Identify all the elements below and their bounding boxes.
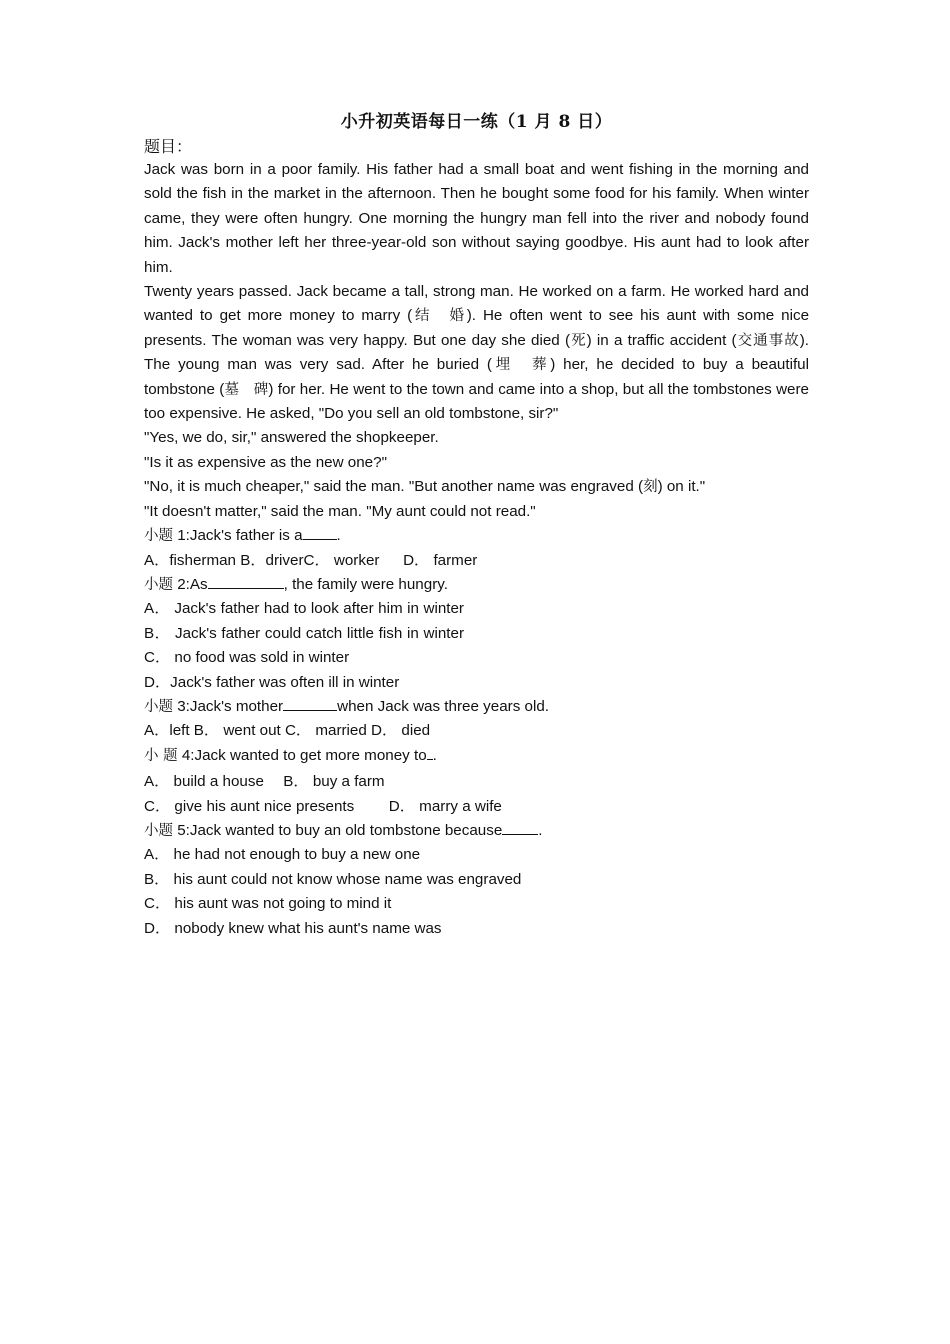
gloss-engraved: 刻 bbox=[643, 479, 658, 496]
answer-blank-2 bbox=[208, 574, 284, 589]
question-5-option-b: B． his aunt could not know whose name was engraved bbox=[144, 870, 522, 888]
answer-blank-3 bbox=[283, 696, 337, 711]
question-3-stem: 小题 3:Jack's mother when Jack was three years old. bbox=[144, 697, 549, 715]
document-page bbox=[144, 108, 809, 941]
dialogue-line-4: "It doesn't matter," said the man. "My aunt could not read." bbox=[144, 502, 536, 520]
section-label: 题目： bbox=[144, 137, 193, 156]
question-4-options-cd: C． give his aunt nice presents D． marry a wife bbox=[144, 797, 502, 815]
answer-blank-1 bbox=[303, 525, 337, 540]
passage-paragraph-1: Jack was born in a poor family. His father had a small boat and went fishing in the morning and sold the fish in the market in the afternoon. Then he bought some food for his family. When winter came, they were often hungry. One morning the hungry man fell into the river and nobody found him. Jack's mother left her three-year-old son without saying goodbye. His aunt had to look after him. bbox=[144, 161, 809, 276]
question-2-option-d: D．Jack's father was often ill in winter bbox=[144, 673, 400, 691]
gloss-buried: 埋 葬 bbox=[491, 357, 551, 374]
question-5-option-d: D． nobody knew what his aunt's name was bbox=[144, 919, 442, 937]
question-4-stem: 小 题 4:Jack wanted to get more money to . bbox=[144, 746, 437, 764]
gloss-marry: 结 婚 bbox=[412, 308, 467, 325]
passage-paragraph-2: Twenty years passed. Jack became a tall, strong man. He worked on a farm. He worked hard and wanted to get more money to marry (结 婚). He often went to see his aunt with some nice presents. The woman was very happy. But one day she died (死) in a traffic accident (交通事故). The young man was very sad. After he buried (埋 葬) her, he decided to buy a beautiful tombstone (墓 碑) for her. He went to the town and came into a shop, but all the tombstones were too expensive. He asked, "Do you sell an old tombstone, sir?" bbox=[144, 283, 810, 423]
question-1-stem: 小题 1:Jack's father is a . bbox=[144, 527, 341, 545]
dialogue-line-2: "Is it as expensive as the new one?" bbox=[144, 453, 387, 471]
question-3-options: A．left B． went out C． married D． died bbox=[144, 722, 431, 740]
page-title: 小升初英语每日一练（1 月 8 日） bbox=[340, 112, 613, 132]
dialogue-line-1: "Yes, we do, sir," answered the shopkeeper. bbox=[144, 429, 439, 447]
dialogue-line-3: "No, it is much cheaper," said the man. "But another name was engraved (刻) on it." bbox=[144, 478, 706, 496]
question-4-options-ab: A． build a house B． buy a farm bbox=[144, 773, 385, 791]
gloss-tombstone: 墓 碑 bbox=[224, 381, 269, 398]
answer-blank-5 bbox=[502, 820, 538, 835]
gloss-died: 死 bbox=[570, 332, 587, 349]
gloss-accident: 交通事故 bbox=[736, 332, 800, 349]
question-5-option-a: A． he had not enough to buy a new one bbox=[144, 846, 421, 864]
question-1-options: A．fisherman B．driverC． worker D． farmer bbox=[144, 551, 478, 569]
question-5-stem: 小题 5:Jack wanted to buy an old tombstone because . bbox=[144, 821, 543, 839]
question-2-options-abc: A． Jack's father had to look after him in winter B． Jack's father could catch little fish in winter C． no food was sold in winter bbox=[144, 600, 464, 667]
question-2-stem: 小题 2:As , the family were hungry. bbox=[144, 575, 448, 593]
question-5-option-c: C． his aunt was not going to mind it bbox=[144, 895, 392, 913]
